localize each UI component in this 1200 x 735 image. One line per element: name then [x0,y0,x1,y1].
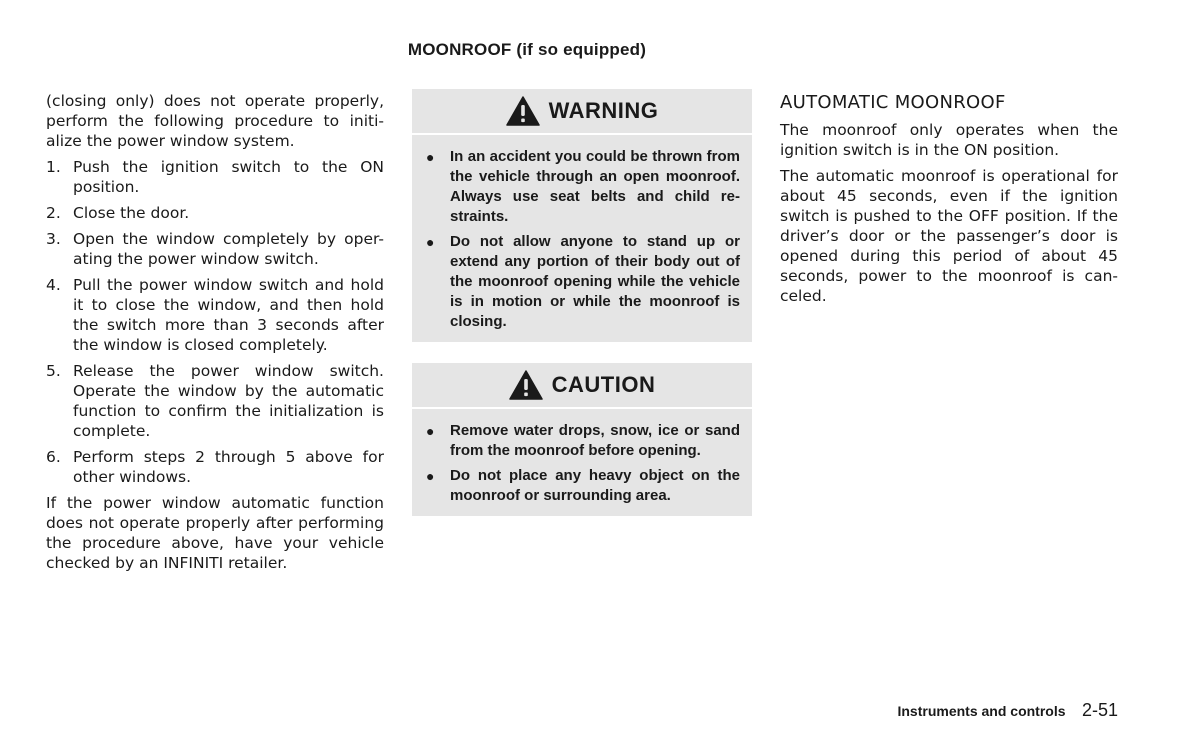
paragraph: The moonroof only operates when the ignition switch is in the ON position. [780,121,1118,159]
page-header [0,40,1200,60]
caution-item-text: Remove water drops, snow, ice or sand from the moonroof before opening. [450,422,740,459]
paragraph: The automatic moonroof is operational for about 45 seconds, even if the ignition switch is pushed to the OFF position. If the driver’s door or the passenger’s door is opened during this period of about 45 seconds, power to the moonroof is can-celed. [780,167,1118,305]
bullet-icon: ● [426,468,435,484]
warning-title: WARNING [548,98,659,123]
step-text: Close the door. [73,204,190,222]
list-item [46,229,384,269]
section-heading: AUTOMATIC MOONROOF [780,92,1006,113]
warning-item-text: Do not allow anyone to stand up or extend any portion of their body out of the moonroof opening while the vehicle is in motion or while the moonroof is closing. [450,233,740,330]
list-item [46,157,384,197]
list-item [424,232,740,332]
list-item [424,466,740,506]
list-item [46,275,384,355]
warning-triangle-icon [509,370,543,400]
left-column [46,91,384,573]
closing-paragraph: If the power window automatic function does not operate properly after performing the procedure above, have your vehicle checked by an INFINITI retailer. [46,494,384,572]
right-column [780,92,1118,312]
step-text: Push the ignition switch to the ON position. [73,158,384,196]
footer-section-name: Instruments and controls [897,703,1066,719]
step-number: 2. [46,204,61,222]
intro-paragraph: (closing only) does not operate properly, perform the following procedure to initi-alize the power window system. [46,92,384,150]
step-text: Open the window completely by oper-ating the power window switch. [73,230,384,268]
page-number: 2-51 [1081,700,1118,720]
warning-item-text: In an accident you could be thrown from the vehicle through an open moonroof. Always use seat belts and child re-straints. [450,148,740,225]
list-item [424,147,740,227]
step-number: 1. [46,158,61,176]
warning-body [412,135,752,332]
warning-triangle-icon [506,96,540,126]
step-number: 6. [46,448,61,466]
page-footer [897,700,1118,721]
warning-box [412,89,752,342]
caution-box [412,363,752,516]
list-item [46,203,384,223]
list-item [424,421,740,461]
bullet-icon: ● [426,234,435,250]
list-item [46,361,384,441]
step-text: Perform steps 2 through 5 above for other windows. [73,448,384,486]
caution-header [412,363,752,409]
step-number: 3. [46,230,61,248]
step-number: 5. [46,362,61,380]
page-title: MOONROOF (if so equipped) [407,40,647,59]
caution-item-text: Do not place any heavy object on the moonroof or surrounding area. [450,467,740,504]
bullet-icon: ● [426,149,435,165]
caution-body [412,409,752,506]
caution-title: CAUTION [551,372,656,397]
bullet-icon: ● [426,423,435,439]
warning-header [412,89,752,135]
steps-list [46,157,384,487]
step-number: 4. [46,276,61,294]
step-text: Pull the power window switch and hold it to close the window, and then hold the switch more than 3 seconds after the window is closed completely. [73,276,384,354]
step-text: Release the power window switch. Operate the window by the automatic function to confirm the initialization is complete. [73,362,384,440]
list-item [46,447,384,487]
